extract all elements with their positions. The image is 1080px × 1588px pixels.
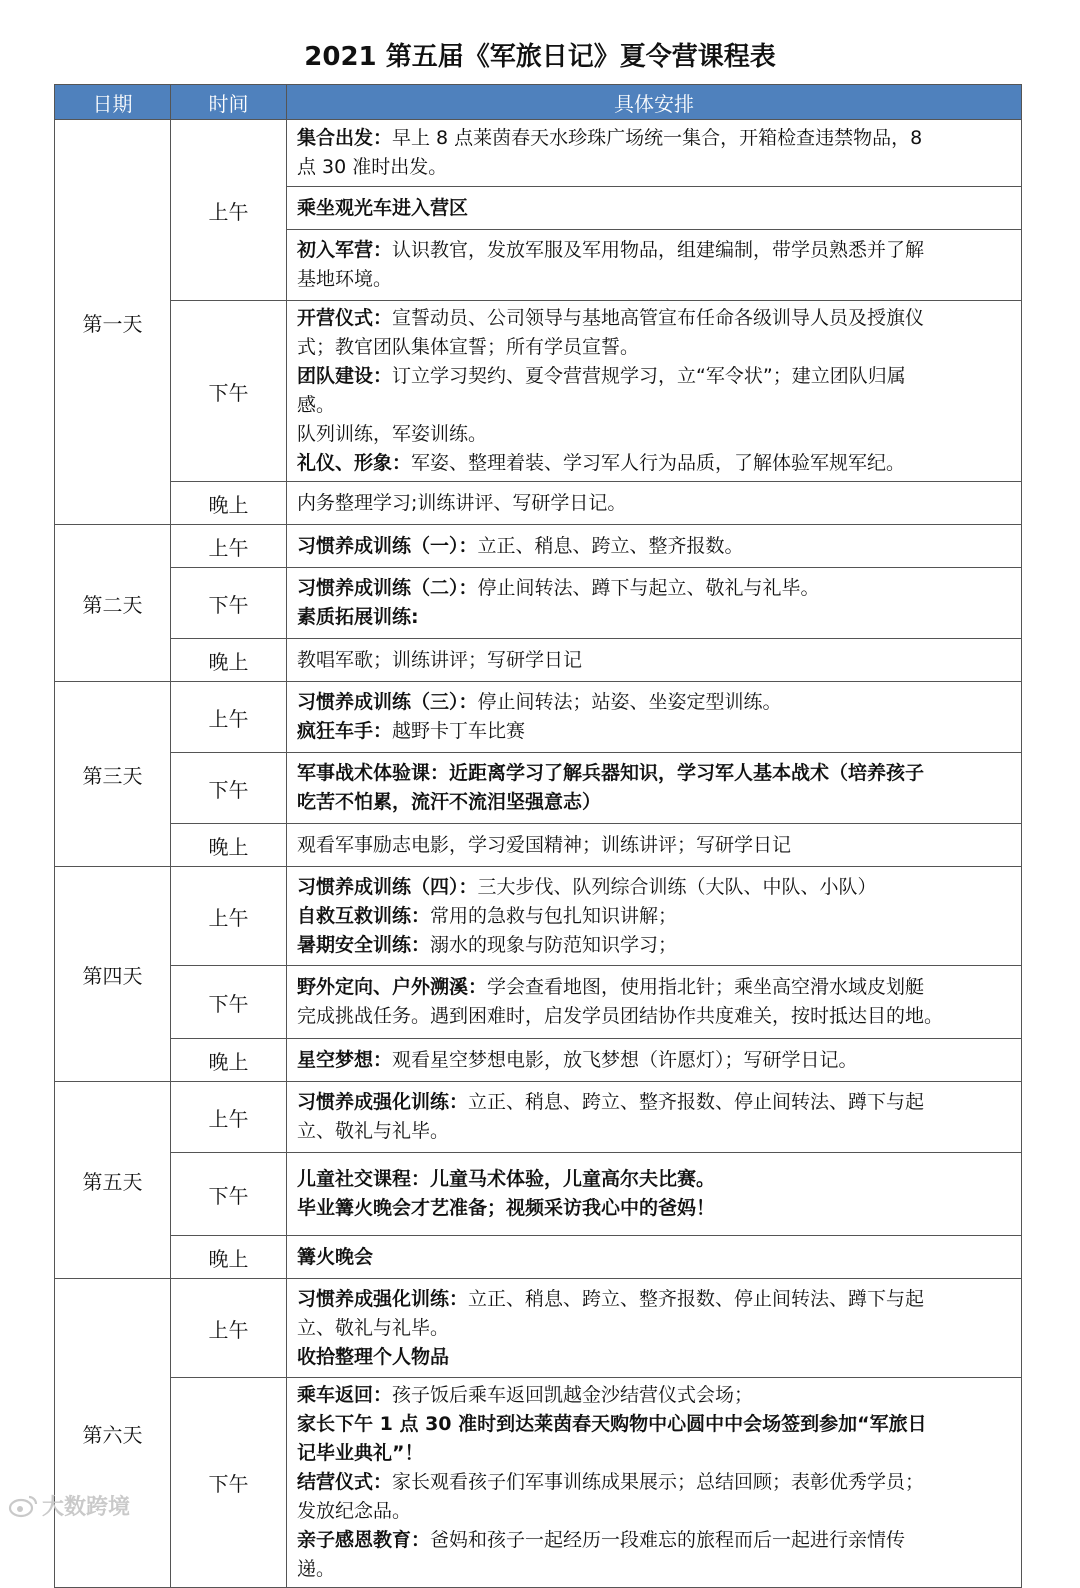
watermark-text: 大数跨境 bbox=[42, 1495, 131, 1520]
watermark bbox=[8, 1490, 130, 1521]
table-row bbox=[55, 1039, 1022, 1082]
schedule-line bbox=[297, 153, 1013, 182]
item-heading: 礼仪、形象： bbox=[297, 452, 412, 474]
item-heading: 素质拓展训练: bbox=[297, 606, 419, 628]
schedule-line bbox=[297, 1497, 1013, 1526]
item-heading: 记毕业典礼”！ bbox=[297, 1442, 424, 1464]
item-heading: 初入军营： bbox=[297, 239, 393, 261]
item-heading: 习惯养成强化训练： bbox=[297, 1287, 469, 1310]
schedule-cell bbox=[287, 753, 1022, 824]
schedule-line bbox=[297, 420, 1013, 449]
table-row bbox=[55, 682, 1022, 753]
item-text: 家长观看孩子们军事训练成果展示；总结回顾；表彰优秀学员； bbox=[392, 1471, 925, 1493]
schedule-line bbox=[297, 1439, 1013, 1468]
period-cell: 下午 bbox=[171, 1153, 287, 1236]
item-text: 学会查看地图，使用指北针；乘坐高空滑水域皮划艇 bbox=[487, 976, 925, 998]
item-text: 发放纪念品。 bbox=[297, 1500, 412, 1522]
item-text: 立正、稍息、跨立、整齐报数。 bbox=[477, 534, 744, 557]
table-header-row bbox=[55, 85, 1022, 120]
item-heading: 星空梦想： bbox=[297, 1048, 393, 1071]
item-heading: 习惯养成训练（三）： bbox=[297, 691, 478, 713]
schedule-line bbox=[297, 391, 1013, 420]
schedule-line bbox=[297, 788, 1013, 817]
item-text: 停止间转法；站姿、坐姿定型训练。 bbox=[477, 691, 782, 713]
schedule-cell bbox=[287, 867, 1022, 966]
schedule-cell bbox=[287, 1236, 1022, 1279]
period-cell: 晚上 bbox=[171, 482, 287, 525]
item-text: 溺水的现象与防范知识学习； bbox=[430, 933, 678, 956]
period-cell: 晚上 bbox=[171, 639, 287, 682]
schedule-line bbox=[297, 1194, 1013, 1223]
schedule-cell bbox=[287, 824, 1022, 867]
schedule-line bbox=[297, 873, 1013, 902]
table-row bbox=[55, 753, 1022, 824]
item-text: 教唱军歌；训练讲评；写研学日记 bbox=[297, 648, 583, 671]
schedule-line bbox=[297, 1381, 1013, 1410]
schedule-cell bbox=[287, 966, 1022, 1039]
day-cell: 第三天 bbox=[55, 682, 171, 867]
item-text: 订立学习契约、夏令营营规学习，立“军令状”；建立团队归属 bbox=[392, 365, 906, 387]
schedule-line bbox=[297, 333, 1013, 362]
schedule-line bbox=[297, 603, 1013, 632]
schedule-line bbox=[297, 1002, 1013, 1031]
schedule-line bbox=[297, 574, 1013, 603]
schedule-line bbox=[297, 304, 1013, 333]
period-cell: 下午 bbox=[171, 1378, 287, 1588]
schedule-line bbox=[297, 489, 1013, 518]
period-cell: 上午 bbox=[171, 1279, 287, 1378]
item-heading: 亲子感恩教育： bbox=[297, 1529, 431, 1551]
item-heading: 儿童社交课程：儿童马术体验，儿童高尔夫比赛。 bbox=[297, 1168, 716, 1190]
item-heading: 集合出发： bbox=[297, 127, 393, 149]
schedule-cell bbox=[287, 1378, 1022, 1588]
period-cell: 上午 bbox=[171, 867, 287, 966]
item-heading: 乘坐观光车进入营区 bbox=[297, 196, 469, 219]
day-cell: 第六天 bbox=[55, 1279, 171, 1588]
item-heading: 习惯养成训练（四）： bbox=[297, 875, 478, 898]
period-cell: 上午 bbox=[171, 682, 287, 753]
item-heading: 疯狂车手： bbox=[297, 720, 393, 742]
item-heading: 吃苦不怕累，流汗不流泪坚强意志） bbox=[297, 791, 602, 813]
table-row bbox=[55, 1279, 1022, 1378]
schedule-line bbox=[297, 1243, 1013, 1272]
weibo-logo-icon bbox=[8, 1494, 38, 1518]
day-cell: 第四天 bbox=[55, 867, 171, 1082]
item-heading: 结营仪式： bbox=[297, 1471, 393, 1493]
schedule-line bbox=[297, 124, 1013, 153]
schedule-line bbox=[297, 931, 1013, 960]
schedule-line bbox=[297, 759, 1013, 788]
table-row bbox=[55, 1153, 1022, 1236]
page-title: 2021 第五届《军旅日记》夏令营课程表 bbox=[304, 42, 776, 72]
header-date: 日期 bbox=[55, 85, 171, 120]
schedule-line bbox=[297, 1088, 1013, 1117]
item-text: 完成挑战任务。遇到困难时，启发学员团结协作共度难关，按时抵达目的地。 bbox=[297, 1005, 944, 1027]
schedule-table bbox=[54, 84, 1022, 1588]
header-time: 时间 bbox=[171, 85, 287, 120]
table-row bbox=[55, 639, 1022, 682]
schedule-cell bbox=[287, 120, 1022, 187]
table-row bbox=[55, 301, 1022, 482]
item-heading: 家长下午 1 点 30 准时到达莱茵春天购物中心圆中中会场签到参加“军旅日 bbox=[297, 1413, 927, 1435]
table-row bbox=[55, 1236, 1022, 1279]
period-cell: 晚上 bbox=[171, 1236, 287, 1279]
schedule-line bbox=[297, 1555, 1013, 1584]
item-heading: 习惯养成训练（一）： bbox=[297, 534, 478, 557]
schedule-line bbox=[297, 1285, 1013, 1314]
schedule-cell bbox=[287, 1039, 1022, 1082]
schedule-line bbox=[297, 449, 1013, 478]
schedule-line bbox=[297, 1410, 1013, 1439]
period-cell: 下午 bbox=[171, 753, 287, 824]
item-heading: 习惯养成强化训练： bbox=[297, 1091, 469, 1113]
item-text: 立正、稍息、跨立、整齐报数、停止间转法、蹲下与起 bbox=[468, 1287, 925, 1310]
table-row bbox=[55, 482, 1022, 525]
table-row bbox=[55, 1082, 1022, 1153]
schedule-line bbox=[297, 532, 1013, 561]
item-heading: 习惯养成训练（二）： bbox=[297, 577, 478, 599]
schedule-line bbox=[297, 1526, 1013, 1555]
schedule-line bbox=[297, 1314, 1013, 1343]
item-text: 递。 bbox=[297, 1558, 336, 1580]
item-text: 三大步伐、队列综合训练（大队、中队、小队） bbox=[477, 875, 877, 898]
item-heading: 开营仪式： bbox=[297, 307, 393, 329]
item-text: 常用的急救与包扎知识讲解； bbox=[430, 904, 678, 927]
schedule-line bbox=[297, 646, 1013, 675]
item-text: 立正、稍息、跨立、整齐报数、停止间转法、蹲下与起 bbox=[468, 1091, 925, 1113]
schedule-cell bbox=[287, 568, 1022, 639]
day-cell: 第五天 bbox=[55, 1082, 171, 1279]
item-heading: 自救互救训练： bbox=[297, 904, 431, 927]
item-heading: 收拾整理个人物品 bbox=[297, 1345, 450, 1368]
schedule-line bbox=[297, 831, 1013, 860]
item-heading: 篝火晚会 bbox=[297, 1245, 374, 1268]
schedule-cell bbox=[287, 525, 1022, 568]
period-cell: 下午 bbox=[171, 301, 287, 482]
item-text: 观看星空梦想电影，放飞梦想（许愿灯）；写研学日记。 bbox=[392, 1048, 858, 1071]
table-row bbox=[55, 1378, 1022, 1588]
table-row bbox=[55, 120, 1022, 187]
schedule-line bbox=[297, 973, 1013, 1002]
item-text: 宣誓动员、公司领导与基地高管宣布任命各级训导人员及授旗仪 bbox=[392, 307, 925, 329]
day-cell: 第一天 bbox=[55, 120, 171, 525]
item-heading: 毕业篝火晚会才艺准备；视频采访我心中的爸妈！ bbox=[297, 1197, 716, 1219]
item-text: 立、敬礼与礼毕。 bbox=[297, 1120, 450, 1142]
schedule-cell bbox=[287, 1279, 1022, 1378]
period-cell: 上午 bbox=[171, 120, 287, 301]
schedule-line bbox=[297, 362, 1013, 391]
item-heading: 野外定向、户外溯溪： bbox=[297, 976, 488, 998]
table-row bbox=[55, 568, 1022, 639]
schedule-line bbox=[297, 1165, 1013, 1194]
item-heading: 团队建设： bbox=[297, 365, 393, 387]
item-text: 早上 8 点莱茵春天水珍珠广场统一集合，开箱检查违禁物品，8 bbox=[392, 127, 923, 149]
item-heading: 暑期安全训练： bbox=[297, 933, 431, 956]
schedule-line bbox=[297, 902, 1013, 931]
item-text: 停止间转法、蹲下与起立、敬礼与礼毕。 bbox=[477, 577, 820, 599]
schedule-cell bbox=[287, 682, 1022, 753]
period-cell: 晚上 bbox=[171, 1039, 287, 1082]
schedule-line bbox=[297, 1343, 1013, 1372]
item-heading: 乘车返回： bbox=[297, 1384, 393, 1406]
day-cell: 第二天 bbox=[55, 525, 171, 682]
schedule-cell bbox=[287, 639, 1022, 682]
item-text: 爸妈和孩子一起经历一段难忘的旅程而后一起进行亲情传 bbox=[430, 1529, 906, 1551]
schedule-cell bbox=[287, 1153, 1022, 1236]
schedule-line bbox=[297, 265, 1013, 294]
item-text: 感。 bbox=[297, 394, 336, 416]
header-detail: 具体安排 bbox=[287, 85, 1022, 120]
item-text: 越野卡丁车比赛 bbox=[392, 720, 526, 742]
schedule-line bbox=[297, 194, 1013, 223]
schedule-cell bbox=[287, 187, 1022, 230]
period-cell: 晚上 bbox=[171, 824, 287, 867]
schedule-line bbox=[297, 717, 1013, 746]
item-text: 观看军事励志电影，学习爱国精神；训练讲评；写研学日记 bbox=[297, 833, 792, 856]
item-text: 孩子饭后乘车返回凯越金沙结营仪式会场； bbox=[392, 1384, 754, 1406]
item-text: 队列训练，军姿训练。 bbox=[297, 423, 488, 445]
period-cell: 上午 bbox=[171, 1082, 287, 1153]
table-row bbox=[55, 824, 1022, 867]
item-text: 点 30 准时出发。 bbox=[297, 156, 448, 178]
schedule-line bbox=[297, 236, 1013, 265]
table-row bbox=[55, 525, 1022, 568]
item-text: 内务整理学习;训练讲评、写研学日记。 bbox=[297, 491, 627, 514]
schedule-cell bbox=[287, 1082, 1022, 1153]
item-text: 式；教官团队集体宣誓；所有学员宣誓。 bbox=[297, 336, 640, 358]
item-text: 认识教官，发放军服及军用物品，组建编制，带学员熟悉并了解 bbox=[392, 239, 925, 261]
schedule-cell bbox=[287, 230, 1022, 301]
schedule-line bbox=[297, 1046, 1013, 1075]
period-cell: 下午 bbox=[171, 966, 287, 1039]
schedule-line bbox=[297, 688, 1013, 717]
table-row bbox=[55, 867, 1022, 966]
table-row bbox=[55, 966, 1022, 1039]
period-cell: 下午 bbox=[171, 568, 287, 639]
schedule-cell bbox=[287, 482, 1022, 525]
item-text: 立、敬礼与礼毕。 bbox=[297, 1316, 450, 1339]
schedule-line bbox=[297, 1117, 1013, 1146]
schedule-body bbox=[55, 120, 1022, 1588]
schedule-cell bbox=[287, 301, 1022, 482]
item-text: 基地环境。 bbox=[297, 268, 393, 290]
schedule-line bbox=[297, 1468, 1013, 1497]
period-cell: 上午 bbox=[171, 525, 287, 568]
item-text: 军姿、整理着装、学习军人行为品质，了解体验军规军纪。 bbox=[411, 452, 906, 474]
item-heading: 军事战术体验课：近距离学习了解兵器知识，学习军人基本战术（培养孩子 bbox=[297, 762, 925, 784]
